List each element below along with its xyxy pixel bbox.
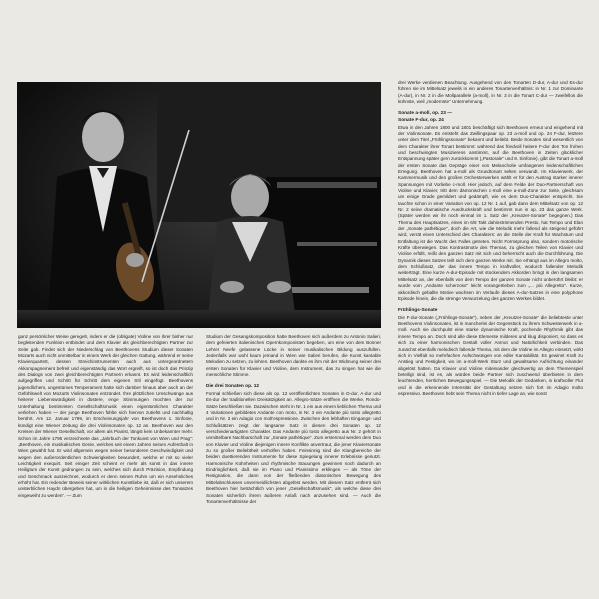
right-column-intro: drei Werke verdienen Beachtung. Ausgehend von den Tonarten D-dur, A-dur und Es-dur führen sie im Mittelsatz jeweils in ein anderes Tonartenverhältnis: in Nr. 1 zur Dominante (A-dur), in Nr. 2 in die Mollparallele (a-moll), in Nr. 3 in die Tonart C-dur — zweifellos die kühnste, weil „modernste" Unternehmung.	[398, 80, 583, 105]
middle-column-body: Formal schließen sich diese als op. 12 veröffentlichten Sonaten in D-dur, A-dur und Es-dur der traditionellen Dreisätzigkeit an. Allegro-Sätze eröffnen die Werke, Rondo-Sätze beschließen sie. Dazwischen steht in Nr. 1 ein aus einem lieblichen Thema und 4 Variationen gebildetes Andante con moto, in Nr. 3 ein Andante più tosto allegretto und in Nr. 3 ein Adagio con molt'espressione. Zwischen den lebhaften Eingangs- und Schlußsätzen zeigt der langsame Satz in diesen drei Sonaten op. 12 verschiedenartigsten Charakter. Das Andante più tosto allegretto aus Nr. 2 gehört in unmittelbare Nachbarschaft zur „Sonate pathétique". Zum erstenmal werden dem Duo von Klavier und Violine diejenigen innere Konflikte anvertraut, die jener Klaviersonate zu so großer Beliebtheit verholfen haben. Feinsinnig sind die Klangbereiche der beiden duettierenden Instrumente für diese Spiegelung innerer Erlebnisse genutzt. Harmonische Kühnheiten und rhythmische Stauungen gewinnen noch dadurch an Eindringlichkeit, daß sie im Piano und Pianissimo erklingen — als Töne der Resignation, die dann von der fließenden diatonischen Bewegung des Mittelabschlusses unvermeidlichsten abgelöst werden. Mit diesem Satz entfernt sich Beethoven hier beträchtlich von jener „Gesellschaftsmusik", als welche diese drei Sonaten sicherlich ihrem äußeren Anlaß nach anzusehen sind. — Auch die Tonartenverhältnisse der	[206, 391, 381, 504]
photo-image	[17, 82, 381, 328]
right-text-column	[398, 80, 583, 595]
middle-column-intro: Studium der Gesangskomposition hatte Beethoven sich außerdem zu Antonio Salieri, dem gefeierten italienischen Opernkomponisten begeben, um eine von dem Bonner Lehrer Neefe gelassene Lücke in seiner musikalischen Bildung auszufüllen. Jedenfalls war wohl kaum jemand in Wien wie Salieri berufen, die Kunst kantable Melodien zu setzen, zu lehren. Beethoven dankte es ihm mit der Widmung seiner drei ersten Sonaten für Klavier und Violine, dem Instrument, das zu singen hat wie die menschliche Stimme.	[206, 334, 381, 378]
section-heading-fruehling: Frühlings-Sonate	[398, 308, 438, 314]
middle-text-column	[206, 334, 381, 592]
right-column-body-2: Die F-dur-Sonate („Frühlings-Sonate"), neben der „Kreutzer-Sonate" die beliebteste unter Beethovens Violinsonaten, ist in mancherlei der Gegenstück zu ihrem Schwesterwerk in a-moll. Auch sie durchpulst eine starke dynamische Kraft, pochende Rhythmik gibt das innere Tempo an. Doch sind alle diese Elemente milderes und klug disponiert, so dass es sich zu einer harmonischen Gestalt voller Anmut und Natürlichkeit verbinden. Das zunächst ebenfalls melodisch fallende Thema, mit dem die Violine im Allegro einsetzt, wirkt sich in Vielfalt so mehrfachen Aufschwüngen von edler Kantabilität. Es gewinnt Kraft zu Anstieg und Festigkeit, wo im a-moll-Werk Sturz und gewaltsame Aufrichtung einander abgelöst hatten. Da Klavier und Violine miteinander gleichwertig an dem Themenspiel beteiligt sind, ist es, als würden beide Partner sich zuschwend überbieten in dem leuchtenden, herrlichen Bewegungsspiel. — Die Melodik der Gedanken, in kraftvoller Flut und in die erkennende Intensität der Gestaltung setzen sich fort im Adagio molto espressivo. Beethoven hebt sein Thema nicht in tiefer Lage an, wie sonst	[398, 314, 583, 396]
right-column-body-1: Etwa in den Jahren 1800 und 1801 beschäftigt sich Beethoven erneut und eingehend mit der Violinsonate. Es entsteht das Zwillingspaar op. 23 a-moll und op. 24 F-dur, letztere unter dem Titel „Frühlingssonate" bekannt und beliebt. Beide Sonaten sind wesentlich von dem Charakter ihrer Tonart bestimmt: während das friedvoll heitere F-dur den Ton frohen und beschwingten Musizierens anstimmt, auf die Beethoven in Zeiten glücklicher Entspannung später gern zurückkommt („Pastorale" und 8. Sinfonie), gibt die Tonart a-moll der ersten Sonate das Gepräge einer von Melancholie umfangenen leidenschaftlichen Erregung. Beethoven hat a-moll als Grundtonart selten verwandt. Im Klavierwerk, der Kammermusik und den großen Orchesterwerken wählt er für den Austrag starker innerer Spannungen mit Vorliebe c-moll. Hier jedoch, auf dem Felde der Duo-Partnerschaft von Violine und Klavier, tritt dem dämonischen c-moll eine a-moll-Zone zur Seite, gleichsam um einige Grade gemildert und gedämpft, wie es dem Duo-Charakter entspricht. Sie tauchte schon in einer Variation von op. 12 Nr. 1 auf, gab dann dem Mittelsatz von op. 12 Nr. 2 seine dramatische Ausdruckskraft und bestimmt nun in op. 23 das ganze Werk. (Später werden wir ihr noch einmal im 1. Satz der „Kreutzer-Sonate" begegnen.) Das Thema des Hauptsatzes, eines im 6/8 Takt dahinströmenden Presto, hat Tempo und Elan der „Sonate pathétique", doch die Art, wie die Melodik mehr fallend als steigend geführt wird, verrät einen Unterschied des Charakters: an die Stelle der Kraft für Wachstum und Entfaltung ist die Wucht des Falles getreten. Nicht Formsprung also, sondern motorische Kräfte überwiegen. Das Kontrastmotiv des Themas, zu gleichen Teilen von Klavier und Violine erfüllt, reißt den ganzen Satz mit sich und beherrscht auch die Durchführung. Die Dynamik dieses Satzes teilt sich dem ganzen Werke mit. Sie erhängt aus im Allegro molto, dem Schlußsatz, der das innere Tempo in kraftvoller, wodurch fallender Melodik weiterträgt. Eine kurze A-dur-Episode mit stockendem Akkorden bringt in den langsamen Mittelsatz an, der ebenfalls von dem Tempo der ganzen Sonate nicht unberührt bleibt: er wurde vom „Andante scherzoso" leicht vorangetrieben zum „... più Allegretto". Kurze, akkordisch geballte Motive wachsen im Verlaufe dieses A-dur-Satzes in eine polyphone Episode hinein, die die strenge Verwurzelung des ganzen Werkes bildet.	[398, 124, 583, 301]
performers-photo	[17, 82, 381, 328]
left-column-body: ganz persönlicher Weise geregelt, indem er die (obligate) Violine von ihrer bisher nur begleitenden Funktion entbindet und dem Klavier als gleichberechtigten Partner zur Seite gab. Findet sich der Niederschlag von Beethovens Studium dieser Sonaten Mozarts auch nicht unmittelbar in einem Werk der gleichen Gattung, während er seine Klavierquartett, dessen Streichinstrumenten auch aus untergeordnetem Akkompagnement befreit und eigenständig das Wort ergreift, so ist doch das Prinzip des Dialogs von zwei gleichberechtigten Partnern erkannt. Es wird leidenschaftlich aufgegriffen und Schritt für Schritt dem eigenen Stil eingefügt. Beethovens jugendlichem, ungestümes Temperament hatte sich darüber hinaus aber auch an der Gefühlswelt von Mozarts Violinsonaten entzündet. Ihre plötzlichen Umschwünge aus heiterer Liebenswürdigkeit in düstere, enge Stimmungen mochten der zur Unterhaltung bestimmten Gesellschaftsmusik einen eigentümlichen Charakter verliehen haben — der junge Beethoven fühlte sich hiervon zutiefst und nachhaltig berührt. Am 12. Januar 1799, im Erscheinungsjahr von Beethovens 1. Sinfonie, kündigt eine Wiener Zeitung die drei Violinsonaten op. 12 an. Beethoven war den Kreisen der Wiener Gesellschaft, vor allem als Pianist, längst kein Unbekannter mehr. Schon im Jahre 1796 verzeichnete das „Jahrbuch der Tonkunst von Wien und Prag": „Beethoven, ein musikalisches Genie, welches seit einem Jahren seinen Aufenthalt in Wien gewählt hat. Er wird allgemein wegen seiner besonderen Geschwindigkeit und wegen den außerordentlichen Schwierigkeiten bewundert, welche er mit so vieler Leichtigkeit exequirt. Seit einiger Zeit scheint er mehr als sonst in das innere Heiligtum der Kunst gedrungen zu sein, welches sich durch Präzision, Empfindung und Geschmack auszeichnet, wodurch er denn seinen Ruhm um ein Ansehnliches erhöht hat. Ein redender Beweis seiner wirklichen Kunstliebe ist, daß er sich unserem unsterblichen Haydn übergeben hat, um in die heiligen Geheimnisse des Tonsatzes eingeweiht zu werden". — Zum	[18, 334, 193, 498]
left-text-column	[18, 334, 193, 592]
section-heading-op12: Die drei Sonaten op. 12	[206, 384, 260, 390]
section-heading-op24: Sonate F-dur, op. 24	[398, 117, 444, 123]
section-heading-op23: Sonate a-moll, op. 23 —	[398, 111, 453, 117]
